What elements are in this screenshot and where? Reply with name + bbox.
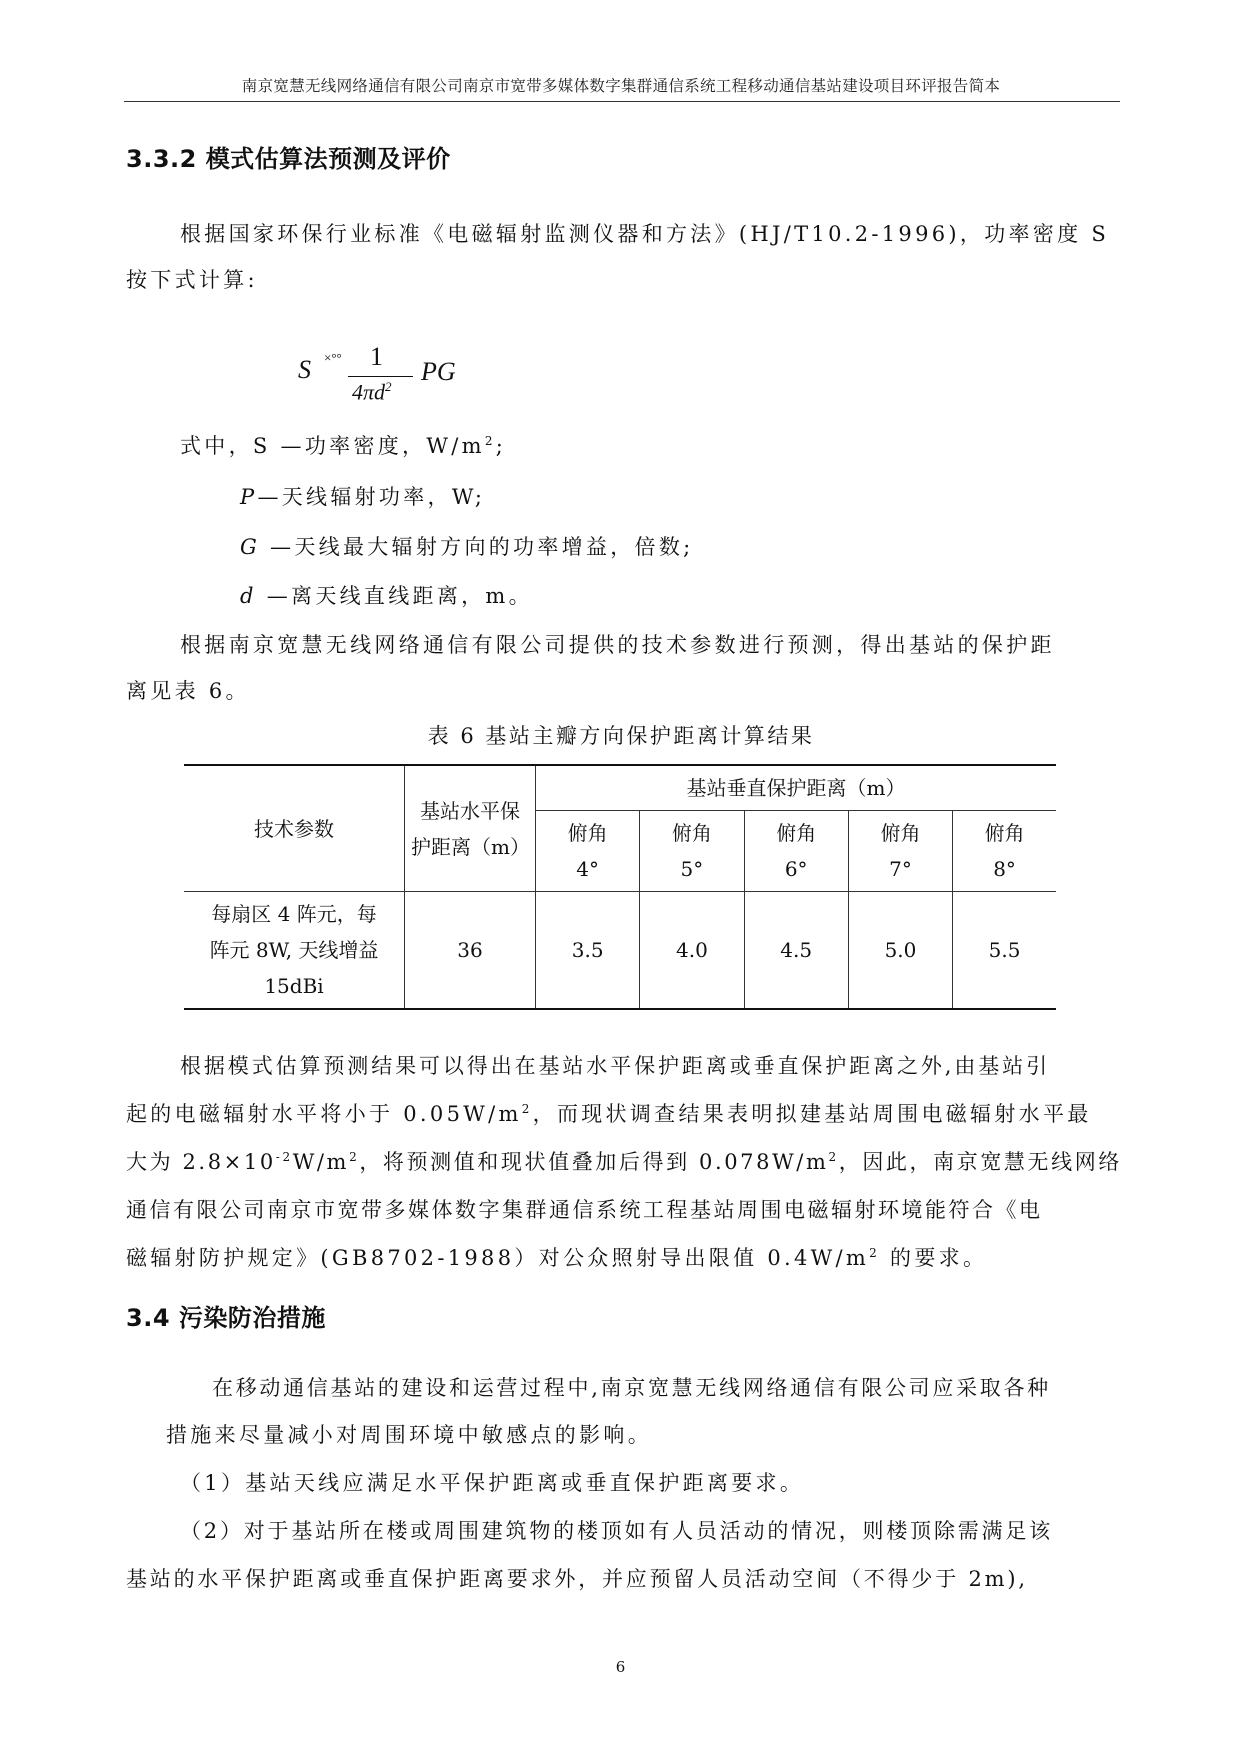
param-line-3: 15dBi	[264, 974, 324, 998]
angle-label: 俯角	[567, 821, 608, 845]
paragraph-3-line-3	[126, 1146, 1122, 1176]
definition-s-end: ;	[495, 434, 507, 458]
angle-value: 8°	[993, 857, 1016, 881]
angle-label: 俯角	[671, 821, 712, 845]
page-header: 南京宽慧无线网络通信有限公司南京市宽带多媒体数字集群通信系统工程移动通信基站建设项目环评报告简本	[241, 77, 1001, 95]
paragraph-1-line-2: 按下式计算:	[126, 268, 258, 292]
p3-l2-b: ，而现状调查结果表明拟建基站周围电磁辐射水平最	[532, 1102, 1092, 1126]
protection-distance-table	[184, 764, 1056, 1010]
vertical-distance-value: 4.5	[744, 892, 848, 1010]
page-number: 6	[615, 1658, 626, 1676]
section-34-paragraph-line-1: 在移动通信基站的建设和运营过程中,南京宽慧无线网络通信有限公司应采取各种	[212, 1376, 1051, 1400]
p3-l3-c: ，将预测值和现状值叠加后得到 0.078W/m	[359, 1150, 829, 1174]
angle-value: 7°	[889, 857, 912, 881]
paragraph-3-line-2	[126, 1098, 1092, 1128]
p3-l5-a: 磁辐射防护规定》(GB8702-1988）对公众照射导出限值 0.4W/m	[126, 1246, 870, 1270]
p3-l5-b: 的要求。	[880, 1246, 988, 1270]
measure-item-2-line-2: 基站的水平保护距离或垂直保护距离要求外，并应预留人员活动空间（不得少于 2m),	[126, 1567, 1028, 1591]
vertical-distance-value: 5.5	[953, 892, 1056, 1010]
paragraph-3-line-4: 通信有限公司南京市宽带多媒体数字集群通信系统工程基站周围电磁辐射环境能符合《电	[126, 1198, 1043, 1222]
p3-l3-sup1: -2	[275, 1150, 293, 1164]
horizontal-distance-value: 36	[405, 892, 536, 1010]
definition-p-text: —天线辐射功率，W;	[257, 485, 486, 509]
angle-cell	[848, 811, 952, 892]
formula-rhs: PG	[421, 357, 456, 386]
param-line-1: 每扇区 4 阵元，每	[211, 902, 377, 926]
formula-lhs: S	[298, 355, 311, 384]
section-title-34: 3.4 污染防治措施	[126, 1304, 326, 1332]
denominator-exponent: 2	[385, 379, 392, 394]
vertical-distance-value: 4.0	[640, 892, 744, 1010]
formula-denominator	[352, 379, 392, 405]
p3-l3-b: W/m	[292, 1150, 350, 1174]
p3-l5-sup: 2	[869, 1246, 881, 1260]
header-technical-params: 技术参数	[184, 765, 405, 892]
paragraph-3-line-1: 根据模式估算预测结果可以得出在基站水平保护距离或垂直保护距离之外,由基站引	[180, 1054, 1050, 1078]
p3-l3-sup2: 2	[349, 1150, 360, 1164]
angle-value: 5°	[680, 857, 704, 881]
definition-p	[240, 481, 485, 511]
angle-cell	[953, 811, 1056, 892]
formula-operator: ×°°	[324, 350, 342, 365]
definition-g	[240, 531, 694, 561]
measure-item-2-line-1: （2）对于基站所在楼或周围建筑物的楼顶如有人员活动的情况，则楼顶除需满足该	[180, 1519, 1053, 1543]
header-rule	[124, 101, 1120, 102]
table-data-row	[184, 892, 1056, 1010]
angle-label: 俯角	[984, 821, 1025, 845]
p3-l2-sup: 2	[521, 1102, 533, 1116]
definition-s-sup: 2	[484, 434, 496, 448]
measure-item-1: （1）基站天线应满足水平保护距离或垂直保护距离要求。	[180, 1471, 805, 1495]
angle-label: 俯角	[776, 821, 817, 845]
angle-value: 6°	[784, 857, 808, 881]
definition-g-text: —天线最大辐射方向的功率增益，倍数;	[260, 535, 694, 559]
vertical-distance-value: 5.0	[848, 892, 952, 1010]
header-horizontal-line-2: 护距离（m）	[411, 834, 530, 859]
section-34-paragraph-line-2: 措施来尽量减小对周围环境中敏感点的影响。	[166, 1423, 652, 1447]
symbol-g: G	[240, 535, 261, 559]
vertical-distance-value: 3.5	[536, 892, 640, 1010]
table-header-row	[184, 765, 1056, 811]
header-horizontal-distance	[405, 765, 536, 892]
paragraph-3-line-5	[126, 1242, 987, 1272]
fraction-bar	[348, 376, 413, 377]
formula-numerator: 1	[370, 342, 383, 371]
angle-value: 4°	[576, 857, 599, 881]
definition-d-text: —离天线直线距离，m。	[256, 584, 533, 608]
definition-d	[240, 580, 533, 610]
p3-l3-d: ，因此，南京宽慧无线网络	[838, 1150, 1122, 1174]
symbol-d: d	[240, 584, 257, 608]
p3-l3-sup3: 2	[828, 1150, 839, 1164]
header-vertical-distance: 基站垂直保护距离（m）	[536, 765, 1057, 811]
power-density-formula	[298, 342, 498, 412]
definition-s-text: 式中，S —功率密度，W/m	[180, 434, 485, 458]
p3-l3-a: 大为 2.8×10	[126, 1150, 276, 1174]
section-title-332: 3.3.2 模式估算法预测及评价	[126, 145, 451, 173]
p3-l2-a: 起的电磁辐射水平将小于 0.05W/m	[126, 1102, 522, 1126]
symbol-p: P	[240, 485, 258, 509]
technical-params-cell	[184, 892, 405, 1010]
paragraph-2-line-1: 根据南京宽慧无线网络通信有限公司提供的技术参数进行预测，得出基站的保护距	[180, 633, 1055, 657]
param-line-2: 阵元 8W, 天线增益	[209, 938, 379, 962]
header-horizontal-line-1: 基站水平保	[420, 798, 520, 823]
angle-cell	[536, 811, 640, 892]
paragraph-1-line-1: 根据国家环保行业标准《电磁辐射监测仪器和方法》(HJ/T10.2-1996)，功率密度 S	[180, 222, 1110, 246]
paragraph-2-line-2: 离见表 6。	[126, 679, 250, 703]
angle-label: 俯角	[880, 821, 921, 845]
table-caption: 表 6 基站主瓣方向保护距离计算结果	[427, 724, 815, 748]
definition-s	[180, 430, 506, 460]
angle-cell	[744, 811, 848, 892]
denominator-text: 4πd	[352, 379, 386, 405]
angle-cell	[640, 811, 744, 892]
